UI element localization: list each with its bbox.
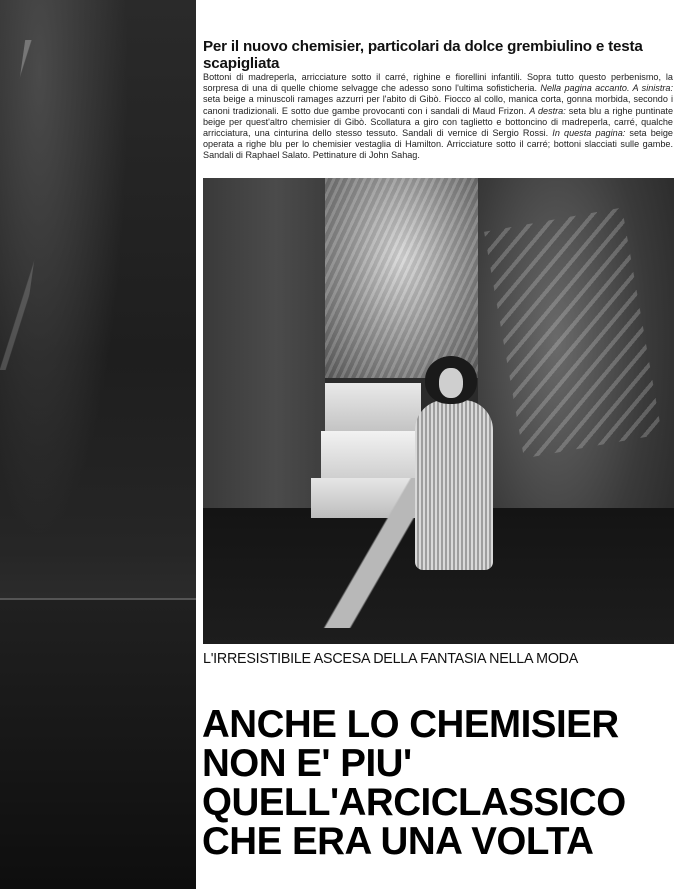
title-line-3: QUELL'ARCICLASSICO xyxy=(202,781,626,824)
title-line-1: ANCHE LO CHEMISIER xyxy=(202,703,619,746)
photo-model-dress xyxy=(415,400,493,570)
photo-model-face xyxy=(439,368,463,398)
body-text-2: seta beige a minuscoli ramages azzurri per l'abito di Gibò. Fiocco al collo, manica corta, gonna morbida, secondo i canoni tradizionali. E sotto due gambe provocanti con i sandali di Maud Frizon. xyxy=(203,94,673,116)
body-em-2: A destra: xyxy=(529,105,566,116)
article-body xyxy=(203,72,673,162)
main-fashion-photo xyxy=(203,178,674,644)
photo-caption: L'IRRESISTIBILE ASCESA DELLA FANTASIA NELLA MODA xyxy=(203,651,579,667)
title-line-2: NON E' PIU' xyxy=(202,742,412,785)
left-page-photo xyxy=(0,0,196,889)
floor xyxy=(0,600,196,889)
article-headline: Per il nuovo chemisier, particolari da dolce grembiulino e testa scapigliata xyxy=(203,38,643,72)
ladder-shadow xyxy=(0,40,65,370)
photo-window-light xyxy=(325,178,478,378)
body-em-1: Nella pagina accanto. A sinistra: xyxy=(540,83,673,94)
body-text-3: seta blu a righe puntinate beige per quest'altro chemisier di Gibò. Scollatura a giro con taglietto e bottoncino di madreperla, carré, qualche arricciatura, una cinturina dello stesso tessuto. Sandali di vernice di Sergio Rossi. xyxy=(203,105,673,139)
body-em-3: In questa pagina: xyxy=(552,128,626,139)
title-line-4: CHE ERA UNA VOLTA xyxy=(202,820,594,863)
photo-step-top xyxy=(325,383,421,431)
body-text-1: Bottoni di madreperla, arricciature sotto il carré, righine e fiorellini infantili. Sopra tutto questo perbenismo, la sorpresa di una di quelle chiome selvagge che adesso sono l'ultima sofisticheria. xyxy=(203,72,673,94)
body-text-4: seta beige operata a righe blu per lo chemisier vestaglia di Hamilton. Arricciature sotto il carré; bottoni slacciati sulle gambe. Sandali di Raphael Salato. Pettinature di John Sahag. xyxy=(203,128,673,161)
article-title xyxy=(202,705,680,861)
